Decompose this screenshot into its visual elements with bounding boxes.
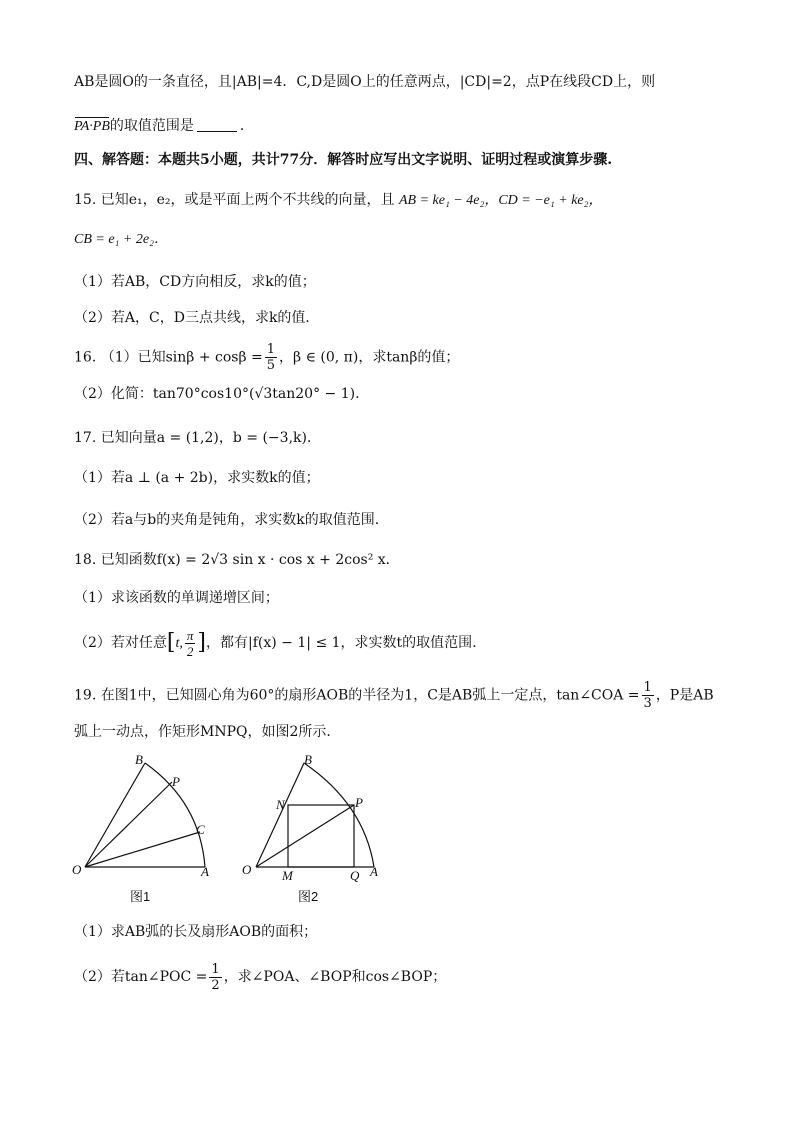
interval-t: t, bbox=[175, 636, 183, 651]
range-text: 的取值范围是 bbox=[109, 118, 194, 134]
q18-any: （2）若对任意 bbox=[74, 635, 167, 651]
fraction-pi-half: $\frac{\pi}{2}$ bbox=[186, 627, 194, 659]
fraction-one-third: $\frac{1}{3}$ bbox=[643, 680, 652, 711]
q15-number: 15. 已知 bbox=[74, 192, 129, 208]
q15-vectors: e₁，e₂，或是平面上两个不共线的向量，且 bbox=[128, 192, 395, 208]
q18-condition: ，都有|f(x) − 1| ≤ 1，求实数t的取值范围. bbox=[206, 635, 477, 651]
q18-part2: （2）若对任意[t, $\frac{\pi}{2}$ ]，都有|f(x) − 1| ≤ 1，求实数t的取值范围. bbox=[74, 627, 477, 659]
answer-blank[interactable] bbox=[197, 119, 237, 132]
q16-equation: 16. （1）已知sinβ + cosβ = bbox=[74, 349, 263, 366]
q19-stem: 19. 在图1中，已知圆心角为60°的扇形AOB的半径为1，C是AB弧上一定点，tan∠COA = bbox=[74, 687, 640, 704]
fig2-label-q: Q bbox=[350, 868, 360, 882]
q16-part2: （2）化简：tan70°cos10°(√3tan20° − 1). bbox=[74, 386, 360, 402]
q17-stem: 17. 已知向量a = (1,2)，b = (−3,k)． bbox=[74, 430, 321, 446]
q14-stem-line1: AB是圆O的一条直径，且|AB|=4．C,D是圆O上的任意两点，|CD|=2，点P在线段CD上，则 bbox=[74, 74, 656, 90]
vector-pa-pb: PA·PB bbox=[74, 117, 110, 137]
q19-stem-end: ，P是AB bbox=[655, 687, 714, 704]
figure-1-caption: 图1 bbox=[130, 889, 151, 904]
q15-equations: AB = ke₁ − 4e₂，CD = −e₁ + ke₂， bbox=[398, 193, 603, 208]
q15-part2: （2）若A，C，D三点共线，求k的值． bbox=[74, 310, 320, 326]
fig2-label-p: P bbox=[355, 795, 363, 810]
fig2-label-m: M bbox=[282, 868, 293, 882]
q15-line2: CB = e₁ + 2e₂． bbox=[74, 232, 168, 247]
fig2-label-n: N bbox=[276, 797, 285, 812]
q19-ask: ，求∠POA、∠BOP和cos∠BOP； bbox=[223, 969, 447, 985]
figure-2-caption: 图2 bbox=[298, 889, 319, 904]
period: ． bbox=[239, 118, 254, 134]
q19-line2: 弧上一动点，作矩形MNPQ，如图2所示． bbox=[74, 724, 341, 740]
q16-part1 bbox=[74, 342, 459, 373]
q17-part2: （2）若a与b的夹角是钝角，求实数k的取值范围． bbox=[74, 512, 389, 528]
fig2-label-o: O bbox=[242, 862, 252, 877]
fig1-label-c: C bbox=[196, 822, 205, 837]
fig1-label-b: B bbox=[135, 752, 143, 767]
section-heading: 四、解答题：本题共5小题，共计77分．解答时应写出文字说明、证明过程或演算步骤. bbox=[74, 152, 613, 168]
figure-2-rectangle bbox=[236, 752, 396, 882]
fraction-one-half: $\frac{1}{2}$ bbox=[211, 961, 220, 993]
fig1-label-o: O bbox=[72, 862, 82, 877]
figure-1-sector bbox=[70, 752, 230, 882]
q18-part1: （1）求该函数的单调递增区间； bbox=[74, 590, 279, 606]
q19-part1: （1）求AB弧的长及扇形AOB的面积； bbox=[74, 924, 318, 940]
q19-line1 bbox=[74, 680, 714, 711]
fig1-label-a: A bbox=[201, 864, 209, 879]
fig2-label-b: B bbox=[304, 752, 312, 767]
q18-stem: 18. 已知函数f(x) = 2√3 sin x · cos x + 2cos² x． bbox=[74, 552, 400, 568]
q15-line1 bbox=[74, 190, 603, 211]
q19-tan: （2）若tan∠POC = bbox=[74, 969, 208, 985]
q16-condition: ，β ∈ (0, π)，求tanβ的值； bbox=[279, 349, 460, 366]
fraction-one-fifth: $\frac{1}{5}$ bbox=[266, 342, 276, 373]
q19-part2 bbox=[74, 960, 446, 994]
fig1-label-p: P bbox=[172, 774, 180, 789]
fig2-rectangle-mnpq bbox=[288, 805, 354, 867]
q17-part1: （1）若a ⊥ (a + 2b)，求实数k的值； bbox=[74, 470, 320, 486]
q14-stem-line2 bbox=[74, 116, 254, 137]
fig2-label-a: A bbox=[370, 864, 378, 879]
q15-part1: （1）若AB，CD方向相反，求k的值； bbox=[74, 274, 316, 290]
